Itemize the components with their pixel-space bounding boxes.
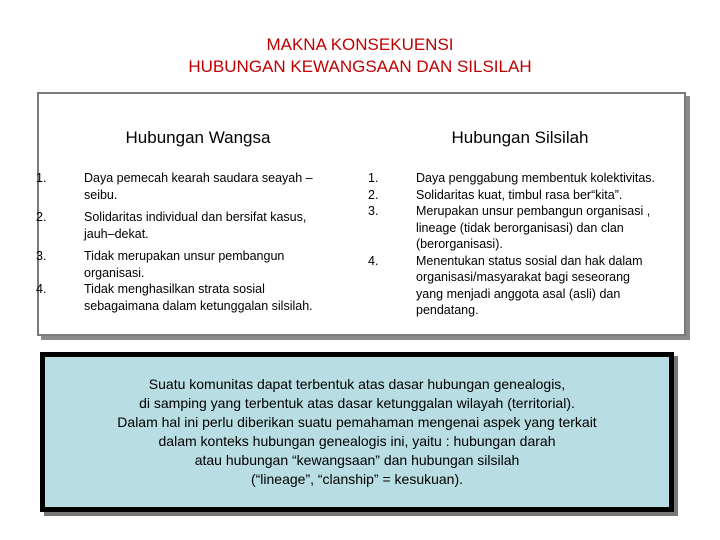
list-text: Tidak merupakan unsur pembangun [84,249,285,263]
note-line: (“lineage”, “clanship” = kesukuan). [250,471,464,487]
list-text: seibu. [84,187,118,202]
list-item [368,187,688,204]
list-number: 2. [36,210,47,224]
list-item [368,203,688,253]
list-text: pendatang. [416,303,479,317]
left-column-heading: Hubungan Wangsa [125,128,271,147]
list-item [36,170,356,203]
title-line-1: MAKNA KONSEKUENSI [266,35,454,54]
list-item [368,170,688,187]
note-line: atau hubungan “kewangsaan” dan hubungan silsilah [194,452,520,468]
list-text: Daya penggabung membentuk kolektivitas. [416,171,656,185]
right-list [368,170,688,319]
note-line: dalam konteks hubungan genealogis ini, yaitu : hubungan darah [158,433,556,449]
list-text: Menentukan status sosial dan hak dalam [416,253,643,268]
list-item [36,209,356,242]
note-box [40,352,674,512]
list-number: 1. [368,171,379,185]
list-item [368,253,688,319]
list-number: 4. [368,253,379,268]
list-text: sebagaimana dalam ketunggalan silsilah. [84,298,313,313]
list-text: yang menjadi anggota asal (asli) dan [416,286,621,301]
list-number: 1. [36,171,47,185]
list-text: jauh–dekat. [84,226,149,241]
list-number: 2. [368,187,379,202]
list-text: (berorganisasi). [416,237,503,251]
list-text: Daya pemecah kearah saudara seayah – [84,171,313,185]
note-text [45,375,669,489]
list-text: Merupakan unsur pembangun organisasi , [416,204,651,218]
list-text: organisasi. [84,265,145,280]
list-text: Solidaritas kuat, timbul rasa ber“kita”. [416,187,623,202]
list-text: Tidak menghasilkan strata sosial [84,282,265,296]
list-text: organisasi/masyarakat bagi seseorang [416,270,631,284]
right-column-heading: Hubungan Silsilah [451,128,589,147]
list-item [36,281,356,314]
left-list [36,170,356,314]
note-line: Suatu komunitas dapat terbentuk atas dasar hubungan genealogis, [148,376,566,392]
list-number: 4. [36,282,47,296]
list-number: 3. [368,204,379,218]
list-text: lineage (tidak berorganisasi) dan clan [416,220,624,235]
title-line-2: HUBUNGAN KEWANGSAAN DAN SILSILAH [188,57,532,76]
note-line: Dalam hal ini perlu diberikan suatu pemahaman mengenai aspek yang terkait [117,414,597,430]
list-text: Solidaritas individual dan bersifat kasus, [84,210,307,224]
list-item [36,248,356,281]
list-number: 3. [36,249,47,263]
note-line: di samping yang terbentuk atas dasar ketunggalan wilayah (territorial). [139,395,575,411]
page-title [0,34,720,78]
